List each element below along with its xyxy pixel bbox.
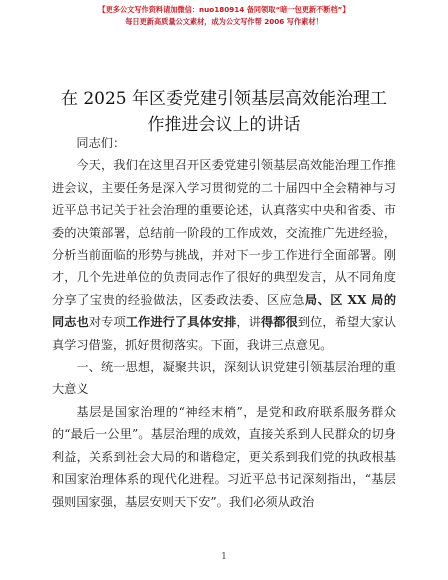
paragraph-1-text-a: 今天，我们在这里召开区委党建引领基层高效能治理工作推进会议，主要任务是深入学习贯彻党的二十届四中全会精神与习近平总书记关于社会治理的重要论述，认真落实中央和省委、市委的决策部署，总结前一阶段的工作成效，交流推广先进经验，分析当前面临的形势与挑战，并对下一步工作进行全面部署。刚才，几个先进单位的负责同志作了很好的典型发言，从不同角度分享了宝贵的经验做法，区委政法委、区应急 [52, 158, 396, 307]
document-body [52, 132, 396, 513]
paragraph-1-bold-1: 局、区 XX 局的同志也 [52, 292, 397, 330]
promo-line-1: 【更多公文写作资料请加微信：nuo180914 备同领取“暗一包更新不断档”】 [98, 5, 350, 14]
paragraph-1-bold-2: 工作进行了具体安排 [125, 315, 237, 330]
promo-banner [0, 4, 448, 28]
section-heading-1: 一、统一思想，凝聚共识，深刻认识党建引领基层治理的重大意义 [52, 360, 396, 397]
salutation: 同志们： [76, 136, 126, 150]
paragraph-1-text-c2: ，讲 [236, 315, 261, 330]
paragraph-1-text-d: 到位，希望大家认真学习借鉴，抓好贯彻落实。下面，我讲三点意见。 [52, 315, 397, 352]
paragraph-1-bold-3: 得都很 [260, 315, 298, 330]
promo-line-2: 每日更新高质量公文素材，成为公文写作帮 2006 写作素材！ [125, 17, 323, 26]
paragraph-2: 基层是国家治理的“神经末梢”，是党和政府联系服务群众的“最后一公里”。基层治理的成效，直接关系到人民群众的切身利益，关系到社会大局的和谐稳定，更关系到我们党的执政根基和国家治理体系的现代化进程。习近平总书记深刻指出，“基层强则国家强，基层安则天下安”。我们必须从政治 [52, 404, 396, 509]
paragraph-1-text-c1: 对专项 [88, 315, 126, 330]
page-number: 1 [221, 552, 227, 562]
document-title: 在 2025 年区委党建引领基层高效能治理工作推进会议上的讲话 [60, 89, 388, 135]
paragraph-1 [52, 154, 396, 356]
